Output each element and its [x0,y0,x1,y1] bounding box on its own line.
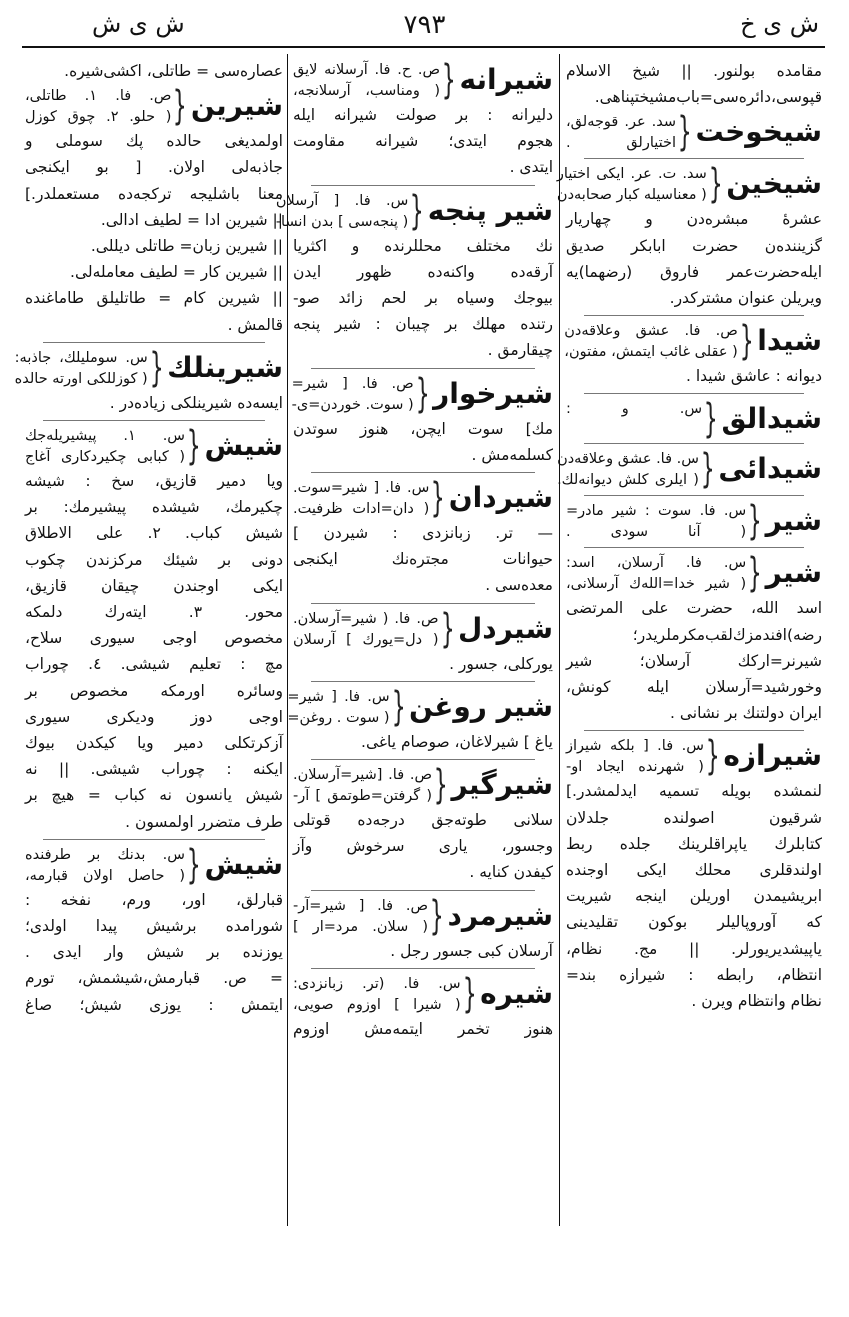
brace-glyph: { [700,446,715,493]
text-line: ( کوزللکی اورته حالده [14,370,148,387]
text-line: کتابلرك یاپراقلرینك جلده ربط [566,834,822,853]
headword: شیش [204,429,283,463]
text-line: سلانی طوته‌جق درجه‌ده قوتلی [293,811,553,830]
text-line: — تر. زبانزدی : شیردن ] [293,524,553,543]
page-number: ٧٩٣ [403,10,446,40]
headword: شیردان [448,481,553,515]
entry-definition [566,112,676,154]
text-line: طرف متضرر اولمسون . [125,812,283,831]
text-line: محور. ٣. ایته‌رك دلمکه [25,603,284,622]
headword: شیرمرد [447,898,553,932]
brace-glyph: { [703,396,718,443]
entry-definition [15,348,148,390]
headword: شیرخوار [433,376,553,410]
headword: شیردل [457,611,553,645]
dictionary-entry [556,161,822,208]
text-line: ویریلن عنوان مشترکدر. [669,289,822,308]
text-line: || شیرین زبان= طاتلی دیللی. [90,237,283,256]
text-line: رتنده مهلك بر چیبان : شیر پنجه [293,315,553,334]
entry-definition [25,426,185,468]
text-line: ( دان=ادات ظرفیت. [293,501,430,518]
brace-glyph: { [415,370,430,417]
text-line: س. فا. آرسلان، اسد: [566,555,747,572]
entry-separator [311,472,535,474]
brace-glyph: { [739,318,754,365]
entry-separator [311,968,535,970]
brace-glyph: { [429,892,444,939]
text-line: س. فا. (تر. زبانزدی: [293,975,461,992]
text-line: س. فا. [ شیر= [287,688,390,705]
running-head-left: ش ی ش [92,10,185,38]
text-line: شورامده برشیش پیدا اولدی؛ [25,917,283,936]
text-line: بیوجك وسیاه بر لحم زائد صو- [293,289,553,308]
text-line: ویا دمیر قازیق، سخ : شیشه [25,472,283,491]
text-line: ( سلان. مرد=ار ] [293,918,429,935]
text-line: یاپیشدیریورلر. || مج. نظام، [566,939,822,958]
column-left [14,58,284,1226]
entry-separator [584,730,804,732]
entry-definition [292,374,414,416]
entry-definition [293,478,429,520]
headword: شیر [765,504,822,538]
column-middle [275,57,553,1226]
entry-definition [566,501,746,543]
text-line: اوجی دوز ودیکری سیوری [25,707,283,726]
text-line: شیرنر=ارکك آرسلان؛ شیر [566,651,822,670]
brace-glyph: { [462,970,477,1017]
headword: شیخوخت [695,115,822,149]
dictionary-entry [25,83,283,130]
text-line: ( پنجه‌سی ] بدن انسا- [275,213,409,230]
header-rule [22,46,825,48]
text-line: معنا باشلیجه ترکجه‌ده مستعملدر.] [25,184,283,203]
text-line: س. ١. پیشیریله‌جك [25,428,186,445]
text-line: ( آنا سودی . [566,524,747,541]
text-line: مقامده بولنور. || شیخ الاسلام [566,62,822,80]
text-line: اولمدیغی حالده پك سوملی و [25,132,283,151]
text-line: گزیننده‌ن حضرت ابابکر صدیق [566,236,822,255]
text-line: قالمش . [227,315,283,334]
text-line: س. بدنك بر طرفنده [25,846,185,863]
entry-separator [584,495,804,497]
column-right [556,58,822,1226]
text-line: ( ایلری کلش دیوانه‌لك. [557,472,699,489]
brace-glyph: { [747,498,762,545]
dictionary-entry [293,762,553,809]
text-line: کیفدن کنایه . [469,863,553,882]
headword: شیش [204,847,283,881]
text-line: ( شیرا ] اوزوم صویی، [293,996,461,1013]
headword: شیرین [190,89,283,123]
text-line: شیش یانسون نه کباب = هیچ بر [25,786,283,805]
brace-glyph: { [440,605,455,652]
dictionary-entry [14,344,283,391]
entry-definition [293,60,440,102]
brace-glyph: { [747,550,762,597]
brace-glyph: { [410,187,425,234]
dictionary-entry [566,733,822,780]
headword: شیدائی [718,452,822,486]
headword: شیرگیر [451,768,553,802]
entry-definition [293,609,439,651]
text-line: ( سوت . روغن= [287,709,390,726]
text-line: س. فا. سوت : شیر مادر= [566,503,747,520]
headword: شیدا [757,324,822,358]
brace-glyph: { [391,683,406,730]
text-line: انتظام، رابطه : شیرازه بند= [566,965,822,984]
headword: شیدالق [721,402,822,436]
entry-separator [584,443,804,445]
column-divider-right [559,54,560,1226]
entry-definition [25,86,171,128]
entry-separator [43,420,265,422]
text-line: سد. ت. عر. ایکی اختیار [556,166,707,183]
text-line: آرسلان کبی جسور رجل . [390,941,553,960]
entry-separator [584,547,804,549]
text-line: ص. ح. فا. آرسلانه لایق [293,62,441,78]
text-line: ص. فا. [ شیر=آر- [293,897,429,914]
brace-glyph: { [149,344,164,391]
entry-definition [293,896,428,938]
brace-glyph: { [677,109,692,156]
text-line: عصاره‌سی = طاتلی، اکشی‌شیره. [64,62,283,80]
text-line: ابریشیمدن اوریلن اینجه شیریت [566,887,822,906]
text-line: ایله‌حضرت‌عمر فاروق (رضهما)یه [566,262,822,281]
brace-glyph: { [431,475,446,522]
text-line: آزکرتکلی دمیر ویا کیکدن بیوك [25,734,283,753]
headword: شیر [765,556,822,590]
entry-separator [311,603,535,605]
dictionary-entry [293,970,553,1017]
dictionary-entry [293,475,553,522]
entry-separator [311,890,535,892]
text-line: ایران دولتنك بر نشانی . [670,704,822,723]
text-line: چیقارمق . [487,341,553,360]
text-line: وخورشید=آرسلان ایله کونش، [566,678,822,697]
dictionary-entry [566,109,822,156]
dictionary-entry [293,605,553,652]
entry-separator [584,315,804,317]
entry-definition [566,399,702,420]
text-line: ( شیر خدا=الله‌ك آرسلانی، [566,576,747,593]
text-line: ( سوت. خوردن=ی- [291,396,414,413]
text-line: شیش کباب. ٢. علی الاطلاق [25,524,283,543]
text-line: هجوم ایتدی؛ شیرانه مقاومت [293,132,553,151]
dictionary-entry [25,423,283,470]
entry-definition [287,687,389,729]
entry-definition [566,736,704,778]
text-line: یورکلی، جسور . [449,654,553,673]
text-line: شرقیون اصولنده جلدلان [566,808,822,827]
brace-glyph: { [708,161,723,208]
entry-separator [311,759,535,761]
running-head-right: ش ی خ [740,10,819,38]
text-line: ( عقلی غائب ایتمش، مفتون، [564,344,738,361]
entry-separator [311,368,535,370]
brace-glyph: { [186,841,201,888]
dictionary-entry [566,550,822,597]
text-line: س. فا. [ بلکه شیراز [566,738,704,755]
entry-definition [564,321,738,363]
text-line: دلیرانه : بر صولت شیرانه ایله [293,106,553,124]
text-line: ایتمش : یوزی شیش؛ صاغ [25,995,283,1014]
text-line: وسائره اورمکه مخصوص بر [25,681,283,700]
headword: شیخین [726,167,822,201]
text-line: رضه)افندمزك‌لقب‌مکرملریدر؛ [632,625,822,644]
text-line: آرقه‌ده واکنه‌ده ظهور ایدن [293,262,553,281]
text-line: یاغ ] شیرلاغان، صوصام یاغی. [361,732,553,751]
text-line: || شیرین کام = طاتلیلق طاماغنده [25,289,283,308]
entry-separator [584,393,804,395]
text-line: ( حاصل اولان قبارمه، [25,867,185,884]
text-line: ص. فا. [ شیر= [291,375,414,392]
text-line: مچ : تعلیم شیشی. ٤. چوراب [25,655,284,674]
text-line: ایسه‌ده شیرینلکی زیاده‌در . [109,393,283,412]
text-line: حیوانات مجتره‌نك ایکنجی [293,550,553,569]
text-line: اولندقلری محلك ایکی اوجنده [566,861,822,880]
text-line: ( شهرنده ایجاد او- [566,759,704,776]
text-line: ( معناسیله کبار صحابه‌دن [556,187,707,204]
text-line: ایکی اوجندن چیقان قازیق، [25,576,283,595]
text-line: || شیرین ادا = لطیف ادالی. [100,210,283,229]
headword: شیر پنجه [427,193,553,227]
entry-definition [566,553,746,595]
text-line: ص. فا. ( شیر=آرسلان. [293,610,439,627]
dictionary-entry [275,187,553,234]
dictionary-entry [293,57,553,103]
dictionary-entry [566,498,822,545]
entry-separator [584,158,804,160]
text-line: نك مختلف محللرنده و اکثریا [293,236,553,255]
text-line: ( دل=یورك ] آرسلان [293,631,439,648]
headword: شیرینلك [167,350,283,384]
text-line: ایتدی . [509,158,553,177]
text-line: دیوانه : عاشق شیدا . [685,367,822,386]
dictionary-entry [566,396,822,443]
dictionary-entry [25,841,283,888]
text-line: ( گرفتن=طوتمق ] آر- [293,788,433,805]
entry-separator [311,185,535,187]
entry-separator [311,681,535,683]
text-line: یوزنده بر شیش وار ایدی . [25,943,283,962]
brace-glyph: { [433,762,448,809]
text-line: سد. عر. قوجه‌لق، [566,114,677,131]
text-line: س. و : [566,401,703,418]
text-line: معده‌سی . [485,576,553,595]
text-line: قپوسی،دائره‌سی=باب‌مشیختپناهی. [594,88,822,107]
text-line: ص. فا. [شیر=آرسلان. [293,767,433,784]
text-line: نظام وانتظام ویرن . [691,992,822,1011]
entry-definition [276,191,408,233]
text-line: قبارلق، اور، ورم، نفخه : [25,890,283,909]
text-line: ( حلو. ٢. چوق کوزل [25,109,172,126]
text-line: مخصوص اوجی سیوری سلاح، [25,629,283,648]
text-line: لنمشده بویله تسمیه ایدلمشدر.] [566,782,822,801]
dictionary-entry [557,446,822,493]
entry-definition [25,845,185,887]
page-header [0,0,849,50]
text-line: س. فا. [ آرسلان [275,192,409,209]
brace-glyph: { [186,423,201,470]
text-line: ص. فا. عشق وعلاقه‌دن [564,323,738,340]
text-line: عشرهٔ مبشره‌دن و چهاریار [566,210,822,229]
headword: شیرانه [459,63,553,96]
text-line: اختیارلق . [566,135,677,152]
entry-definition [293,974,461,1016]
text-line: دونی بر شیئك مرکزندن چکوب [25,550,283,569]
text-line: اسد الله، حضرت علی المرتضی [566,599,822,618]
brace-glyph: { [441,57,456,103]
text-line: || شیرین کار = لطیف معامله‌لی. [70,263,283,282]
text-line: که آوروپالیلر بوکون تقلیدینی [566,913,822,932]
text-line: چکیرمك، شیشده پیشیرمك: بر [25,498,283,517]
text-line: س. فا. عشق وعلاقه‌دن [557,451,699,468]
text-line: هنوز تخمر ایتمه‌مش اوزوم [293,1019,553,1038]
brace-glyph: { [705,733,720,780]
entry-definition [557,449,699,491]
text-line: ایکنه : چوراب شیشی. || نه [25,760,283,779]
text-line: ص. فا. ١. طاتلی، [25,88,172,105]
text-line: س. فا. [ شیر=سوت. [293,480,430,497]
entry-definition [557,164,707,206]
text-line: مك] سوت ایچن، هنوز سوتدن [293,419,553,438]
entry-definition [293,765,432,807]
entry-separator [43,839,265,841]
headword: شیره [480,976,553,1010]
text-line: کسلمه‌مش . [471,445,553,464]
dictionary-entry [291,370,553,417]
dictionary-entry [287,683,553,730]
entry-separator [43,342,265,344]
text-line: وجسور، یاری سرخوش وآز [293,837,553,856]
text-line: ( کبابی چکیردکاری آغاج [25,449,185,466]
text-line: س. سوملیلك، جاذبه: [14,349,148,366]
brace-glyph: { [173,83,188,130]
dictionary-entry [293,892,553,939]
text-line: = ص. قبارمش،شیشمش، تورم [25,969,283,988]
text-line: جاذبه‌لی اولان. [ بو ایکنجی [25,158,283,177]
headword: شیر روغن [409,689,553,723]
headword: شیرازه [723,739,822,773]
text-line: ( ومناسب، آرسلانجه، [293,83,441,99]
dictionary-entry [564,318,822,365]
